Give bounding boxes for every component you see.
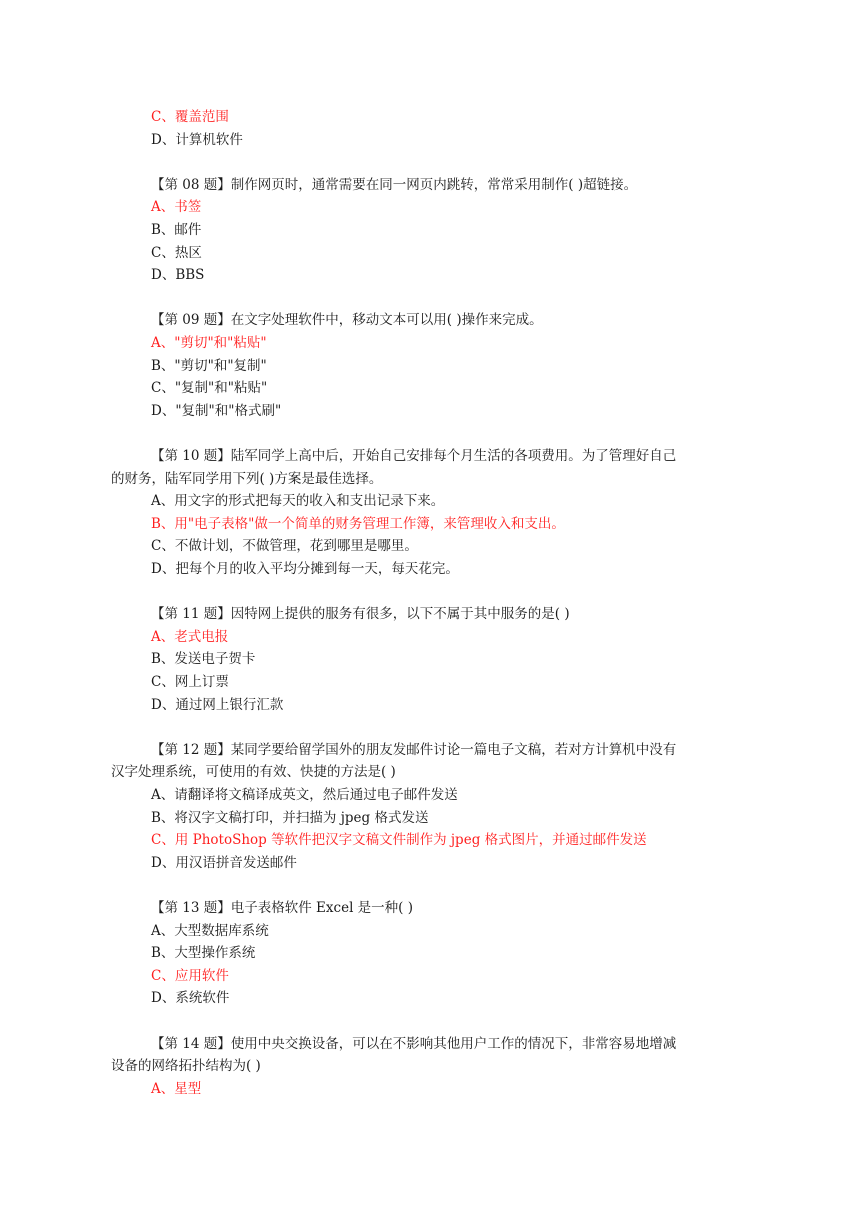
- answer-option: B、大型操作系统: [151, 945, 256, 961]
- answer-option-correct: A、书签: [151, 199, 202, 215]
- question-stem: 【第 13 题】电子表格软件 Excel 是一种( ): [151, 900, 414, 916]
- answer-option-correct: C、用 PhotoShop 等软件把汉字文稿文件制作为 jpeg 格式图片，并通过邮件发送: [151, 832, 647, 848]
- question-stem: 【第 11 题】因特网上提供的服务有很多，以下不属于其中服务的是( ): [151, 606, 570, 622]
- answer-option: B、邮件: [151, 222, 202, 238]
- answer-option: D、系统软件: [151, 990, 230, 1006]
- question-stem: 【第 10 题】陆军同学上高中后，开始自己安排每个月生活的各项费用。为了管理好自己: [151, 448, 677, 464]
- answer-option: D、用汉语拼音发送邮件: [151, 855, 297, 871]
- answer-option: B、将汉字文稿打印，并扫描为 jpeg 格式发送: [151, 810, 429, 826]
- answer-option: C、不做计划，不做管理，花到哪里是哪里。: [151, 538, 418, 554]
- question-stem: 【第 08 题】制作网页时，通常需要在同一网页内跳转，常常采用制作( )超链接。: [151, 177, 638, 193]
- answer-option-correct: C、应用软件: [151, 968, 229, 984]
- answer-option: D、BBS: [151, 267, 205, 283]
- answer-option: D、"复制"和"格式刷": [151, 403, 282, 419]
- question-stem: 的财务，陆军同学用下列( )方案是最佳选择。: [111, 471, 383, 487]
- answer-option-correct: C、覆盖范围: [151, 109, 229, 125]
- answer-option: B、发送电子贺卡: [151, 651, 256, 667]
- answer-option: A、大型数据库系统: [151, 923, 269, 939]
- answer-option-correct: B、用"电子表格"做一个简单的财务管理工作簿，来管理收入和支出。: [151, 516, 565, 532]
- answer-option: C、"复制"和"粘贴": [151, 380, 268, 396]
- answer-option-correct: A、星型: [151, 1081, 202, 1097]
- answer-option: D、把每个月的收入平均分摊到每一天，每天花完。: [151, 561, 459, 577]
- question-stem: 设备的网络拓扑结构为( ): [111, 1058, 261, 1074]
- answer-option: D、计算机软件: [151, 132, 243, 148]
- answer-option-correct: A、老式电报: [151, 629, 229, 645]
- question-stem: 【第 09 题】在文字处理软件中，移动文本可以用( )操作来完成。: [151, 312, 543, 328]
- answer-option-correct: A、"剪切"和"粘贴": [151, 335, 267, 351]
- answer-option: A、用文字的形式把每天的收入和支出记录下来。: [151, 493, 445, 509]
- question-stem: 汉字处理系统，可使用的有效、快捷的方法是( ): [111, 764, 396, 780]
- answer-option: B、"剪切"和"复制": [151, 358, 267, 374]
- answer-option: C、热区: [151, 245, 202, 261]
- answer-option: A、请翻译将文稿译成英文，然后通过电子邮件发送: [151, 787, 458, 803]
- answer-option: D、通过网上银行汇款: [151, 697, 284, 713]
- question-stem: 【第 14 题】使用中央交换设备，可以在不影响其他用户工作的情况下，非常容易地增减: [151, 1036, 677, 1052]
- question-stem: 【第 12 题】某同学要给留学国外的朋友发邮件讨论一篇电子文稿，若对方计算机中没有: [151, 742, 677, 758]
- answer-option: C、网上订票: [151, 674, 229, 690]
